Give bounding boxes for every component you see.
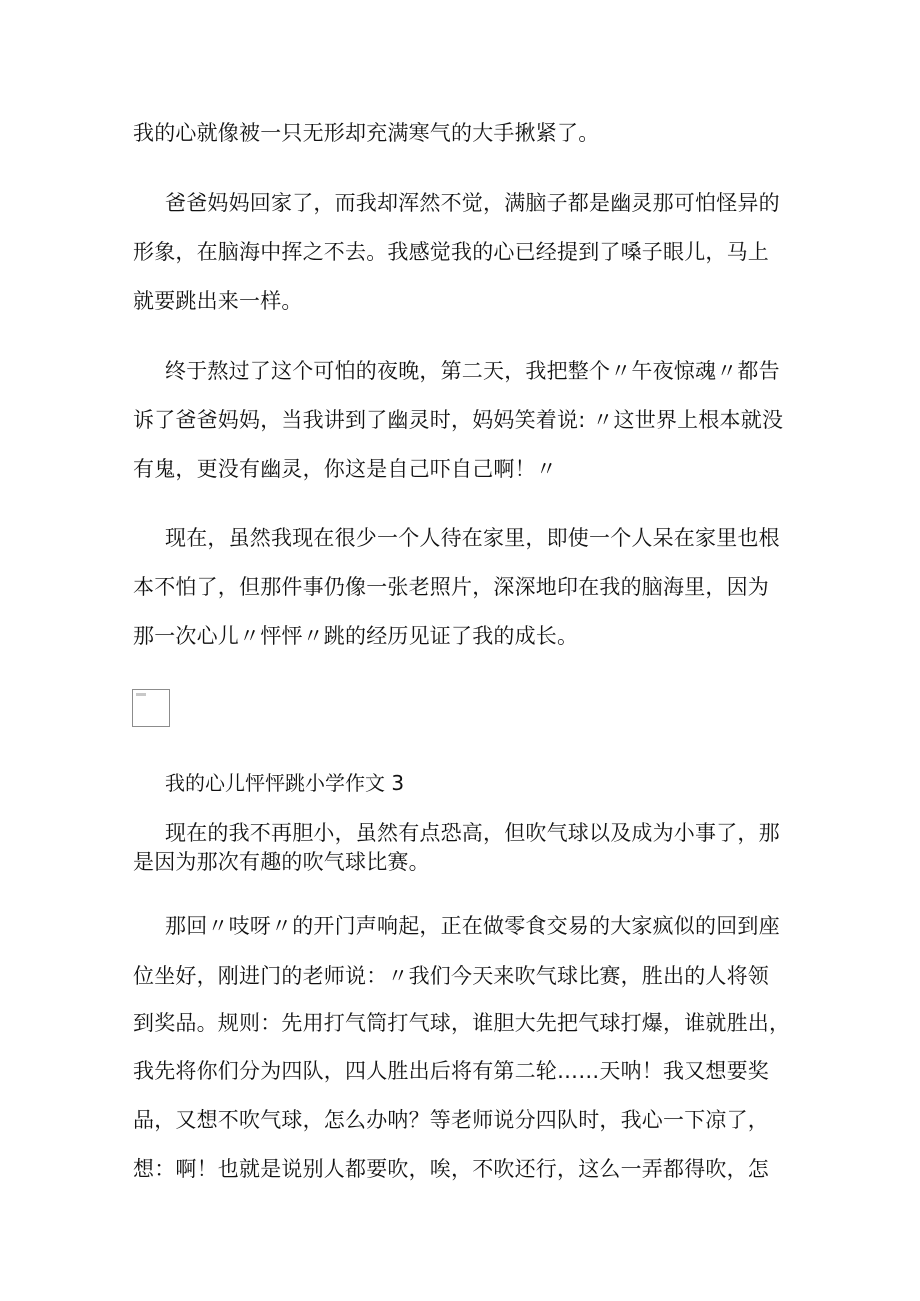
text-line: 到奖品。规则：先用打气筒打气球，谁胆大先把气球打爆，谁就胜出， xyxy=(133,1011,791,1035)
text-line: 爸爸妈妈回家了，而我却浑然不觉，满脑子都是幽灵那可怕怪异的 xyxy=(165,191,780,215)
text-line: 那回〃吱呀〃的开门声响起，正在做零食交易的大家疯似的回到座 xyxy=(165,914,780,938)
text-line: 就要跳出来一样。 xyxy=(133,289,303,313)
text-line: 我的心就像被一只无形却充满寒气的大手揪紧了。 xyxy=(133,121,600,145)
text-line: 是因为那次有趣的吹气球比赛。 xyxy=(133,850,430,874)
image-placeholder xyxy=(132,689,170,727)
text-line: 想：啊！也就是说别人都要吹，唉，不吹还行，这么一弄都得吹，怎 xyxy=(133,1157,769,1181)
text-line: 那一次心儿〃怦怦〃跳的经历见证了我的成长。 xyxy=(133,624,579,648)
text-line: 终于熬过了这个可怕的夜晚，第二天，我把整个〃午夜惊魂〃都告 xyxy=(165,359,780,383)
text-line: 位坐好，刚进门的老师说：〃我们今天来吹气球比赛，胜出的人将领 xyxy=(133,964,769,988)
text-line: 形象，在脑海中挥之不去。我感觉我的心已经提到了嗓子眼儿，马上 xyxy=(133,240,769,264)
text-line: 品，又想不吹气球，怎么办呐？等老师说分四队时，我心一下凉了， xyxy=(133,1108,769,1132)
text-line: 诉了爸爸妈妈，当我讲到了幽灵时，妈妈笑着说: 〃这世界上根本就没 xyxy=(133,408,784,432)
text-line: 有鬼，更没有幽灵，你这是自己吓自己啊！〃 xyxy=(133,457,557,481)
text-line: 我先将你们分为四队，四人胜出后将有第二轮……天呐！我又想要奖 xyxy=(133,1059,769,1083)
text-line: 现在，虽然我现在很少一个人待在家里，即使一个人呆在家里也根 xyxy=(165,526,780,550)
section-title: 我的心儿怦怦跳小学作文 3 xyxy=(165,771,405,795)
text-line: 本不怕了，但那件事仍像一张老照片，深深地印在我的脑海里，因为 xyxy=(133,575,769,599)
text-line: 现在的我不再胆小，虽然有点恐高，但吹气球以及成为小事了，那 xyxy=(165,821,780,845)
